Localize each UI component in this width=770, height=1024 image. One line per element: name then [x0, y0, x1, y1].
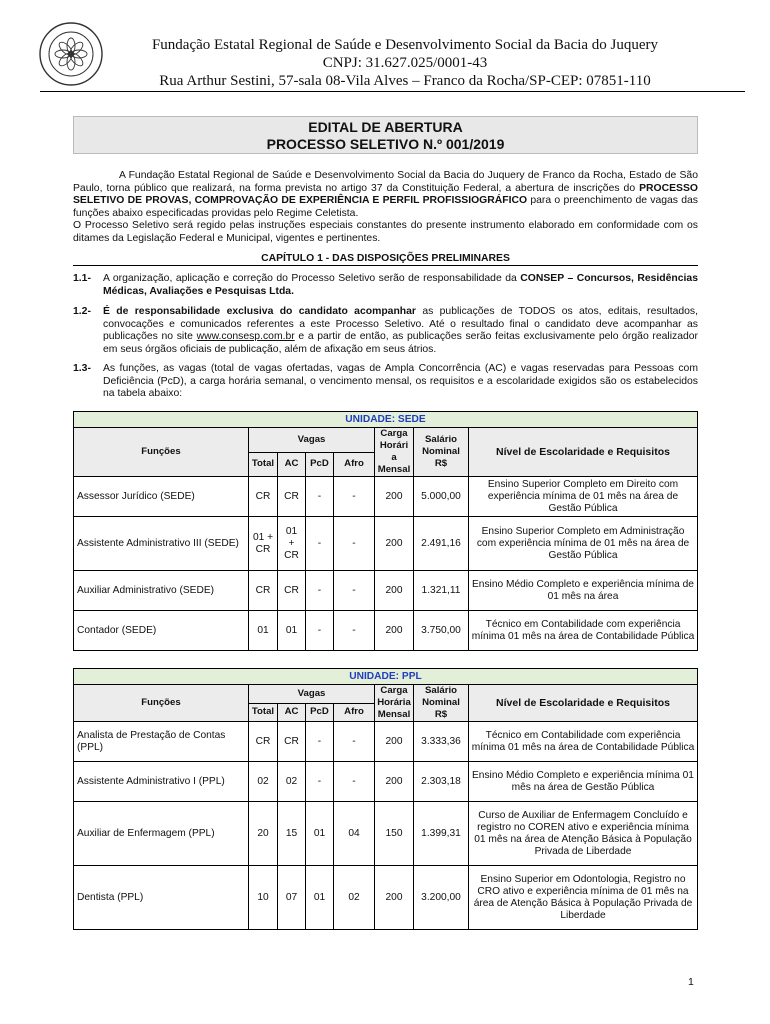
cell-carga: 200	[375, 571, 414, 611]
table-unit-sede	[73, 411, 698, 651]
cell-salario: 2.303,18	[414, 762, 469, 802]
cell-carga: 200	[375, 477, 414, 517]
cell-salario: 1.399,31	[414, 802, 469, 866]
col-total: Total	[249, 703, 278, 722]
cell-pcd: -	[306, 611, 334, 651]
cell-salario: 5.000,00	[414, 477, 469, 517]
cell-total: 02	[249, 762, 278, 802]
letterhead-address: Rua Arthur Sestini, 57-sala 08-Vila Alves – Franco da Rocha/SP-CEP: 07851-110	[159, 73, 651, 89]
cell-total: 01	[249, 611, 278, 651]
col-nivel: Nível de Escolaridade e Requisitos	[469, 428, 698, 477]
title-line-1: EDITAL DE ABERTURA	[308, 119, 463, 135]
col-carga: Carga Horári a Mensal	[375, 428, 414, 477]
letterhead	[110, 36, 700, 90]
cell-ac: CR	[278, 477, 306, 517]
table-row	[74, 762, 698, 802]
item-number: 1.3-	[73, 363, 91, 374]
title-line-2: PROCESSO SELETIVO N.º 001/2019	[266, 136, 505, 152]
cell-pcd: -	[306, 517, 334, 571]
cell-funcao: Auxiliar Administrativo (SEDE)	[74, 571, 249, 611]
cell-pcd: -	[306, 722, 334, 762]
col-funcoes: Funções	[74, 685, 249, 722]
foundation-logo	[38, 21, 104, 87]
cell-ac: 15	[278, 802, 306, 866]
cell-pcd: -	[306, 762, 334, 802]
col-vagas: Vagas	[249, 685, 375, 704]
col-salario: Salário Nominal R$	[414, 685, 469, 722]
table-unit-ppl	[73, 668, 698, 930]
item-1-1	[73, 273, 698, 298]
cell-funcao: Auxiliar de Enfermagem (PPL)	[74, 802, 249, 866]
cell-afro: -	[334, 762, 375, 802]
unit-title: UNIDADE: SEDE	[74, 412, 698, 428]
document-title	[73, 116, 698, 154]
cell-carga: 200	[375, 611, 414, 651]
col-pcd: PcD	[306, 452, 334, 477]
header-divider	[40, 91, 745, 92]
cell-salario: 3.333,36	[414, 722, 469, 762]
table-row	[74, 517, 698, 571]
table-row	[74, 571, 698, 611]
table-row	[74, 722, 698, 762]
cell-total: 20	[249, 802, 278, 866]
cell-total: CR	[249, 722, 278, 762]
cell-nivel: Ensino Superior em Odontologia, Registro no CRO ativo e experiência mínima de 01 mês na área de Atenção Básica à População Privada de Liberdade	[469, 866, 698, 930]
col-afro: Afro	[334, 452, 375, 477]
cell-pcd: 01	[306, 866, 334, 930]
intro-text-bold: PROCESSO SELETIVO DE PROVAS, COMPROVAÇÃO DE EXPERIÊNCIA E PERFIL PROFISSIOGRÁFICO	[73, 182, 698, 207]
cell-ac: CR	[278, 722, 306, 762]
cell-ac: 01	[278, 611, 306, 651]
item-text-bold: É de responsabilidade exclusiva do candidato acompanhar	[103, 306, 416, 317]
intro-text-2: O Processo Seletivo será regido pelas instruções especiais constantes do presente instrumento elaborado em conformidade com os ditames da Legislação Federal e Municipal, vigentes e pertinentes.	[73, 220, 698, 244]
cell-afro: -	[334, 611, 375, 651]
intro-text-a: A Fundação Estatal Regional de Saúde e Desenvolvimento Social da Bacia do Juquery de Franco da Rocha, Estado de São Paulo, torna público que realizará, na forma prevista no artigo 37 da Constituição Federal, a abertura de inscrições do	[73, 170, 698, 194]
cell-funcao: Analista de Prestação de Contas (PPL)	[74, 722, 249, 762]
cell-carga: 200	[375, 517, 414, 571]
item-number: 1.2-	[73, 306, 91, 317]
col-nivel: Nível de Escolaridade e Requisitos	[469, 685, 698, 722]
intro-text-c: para o preenchimento de vagas das funções abaixo especificadas providas pelo Regime Celetista.	[73, 195, 699, 219]
unit-title: UNIDADE: PPL	[74, 669, 698, 685]
table-row	[74, 611, 698, 651]
item-text-bold: CONSEP – Concursos, Residências Médicas, Avaliações e Pesquisas Ltda.	[103, 273, 698, 297]
cell-total: 01 + CR	[249, 517, 278, 571]
cell-nivel: Ensino Superior Completo em Administração com experiência mínima de 01 mês na área de Gestão Pública	[469, 517, 698, 571]
cell-nivel: Ensino Médio Completo e experiência mínima 01 mês na área de Gestão Pública	[469, 762, 698, 802]
cell-pcd: -	[306, 477, 334, 517]
col-ac: AC	[278, 452, 306, 477]
cell-funcao: Assessor Jurídico (SEDE)	[74, 477, 249, 517]
cell-carga: 200	[375, 722, 414, 762]
col-vagas: Vagas	[249, 428, 375, 453]
col-ac: AC	[278, 703, 306, 722]
intro-paragraph	[73, 170, 698, 246]
chapter-1-heading: CAPÍTULO 1 - DAS DISPOSIÇÕES PRELIMINARES	[73, 253, 698, 266]
cell-nivel: Ensino Médio Completo e experiência mínima de 01 mês na área	[469, 571, 698, 611]
cell-salario: 3.200,00	[414, 866, 469, 930]
cell-nivel: Curso de Auxiliar de Enfermagem Concluído e registro no COREN ativo e experiência mínima 01 mês na área de Atenção Básica à População Privada de Liberdade	[469, 802, 698, 866]
cell-carga: 150	[375, 802, 414, 866]
col-afro: Afro	[334, 703, 375, 722]
cell-pcd: -	[306, 571, 334, 611]
cell-ac: 01 + CR	[278, 517, 306, 571]
cell-ac: 07	[278, 866, 306, 930]
col-pcd: PcD	[306, 703, 334, 722]
cell-nivel: Técnico em Contabilidade com experiência mínima 01 mês na área de Contabilidade Pública	[469, 611, 698, 651]
cell-afro: -	[334, 571, 375, 611]
cell-salario: 1.321,11	[414, 571, 469, 611]
cell-salario: 3.750,00	[414, 611, 469, 651]
col-funcoes: Funções	[74, 428, 249, 477]
cell-ac: 02	[278, 762, 306, 802]
cell-funcao: Dentista (PPL)	[74, 866, 249, 930]
cell-total: 10	[249, 866, 278, 930]
cell-pcd: 01	[306, 802, 334, 866]
letterhead-name: Fundação Estatal Regional de Saúde e Desenvolvimento Social da Bacia do Juquery	[151, 37, 659, 53]
letterhead-cnpj: CNPJ: 31.627.025/0001-43	[322, 55, 488, 71]
item-number: 1.1-	[73, 273, 91, 284]
cell-afro: -	[334, 477, 375, 517]
col-carga: Carga Horária Mensal	[375, 685, 414, 722]
cell-funcao: Assistente Administrativo III (SEDE)	[74, 517, 249, 571]
cell-funcao: Assistente Administrativo I (PPL)	[74, 762, 249, 802]
item-text: As funções, as vagas (total de vagas ofertadas, vagas de Ampla Concorrência (AC) e vagas reservadas para Pessoas com Deficiência (PcD), a carga horária semanal, o vencimento mensal, os requisitos e a escolaridade exigidos são os estabelecidos na tabela abaixo:	[103, 363, 698, 400]
item-1-3	[73, 363, 698, 401]
item-1-2	[73, 306, 698, 356]
cell-afro: 02	[334, 866, 375, 930]
cell-afro: -	[334, 517, 375, 571]
page-number: 1	[688, 976, 694, 988]
item-text: as publicações de TODOS os atos, editais, resultados, convocações e comunicados referentes a este Processo Seletivo. Até o resultado final o candidato deve acompanhar as publicações no site	[103, 306, 698, 343]
table-row	[74, 866, 698, 930]
item-text: e a partir de então, as publicações serão feitas exclusivamente pelo órgão realizador em seus órgãos oficiais de publicação, além de afixação em seus átrios.	[103, 331, 699, 355]
cell-nivel: Técnico em Contabilidade com experiência mínima 01 mês na área de Contabilidade Pública	[469, 722, 698, 762]
cell-afro: -	[334, 722, 375, 762]
cell-nivel: Ensino Superior Completo em Direito com experiência mínima de 01 mês na área de Gestão Pública	[469, 477, 698, 517]
cell-salario: 2.491,16	[414, 517, 469, 571]
cell-ac: CR	[278, 571, 306, 611]
consesp-link[interactable]: www.consesp.com.br	[196, 331, 295, 343]
cell-funcao: Contador (SEDE)	[74, 611, 249, 651]
cell-total: CR	[249, 477, 278, 517]
col-total: Total	[249, 452, 278, 477]
table-row	[74, 802, 698, 866]
cell-carga: 200	[375, 762, 414, 802]
cell-total: CR	[249, 571, 278, 611]
item-text: A organização, aplicação e correção do Processo Seletivo serão de responsabilidade da	[103, 273, 521, 284]
table-row	[74, 477, 698, 517]
col-salario: Salário Nominal R$	[414, 428, 469, 477]
cell-carga: 200	[375, 866, 414, 930]
cell-afro: 04	[334, 802, 375, 866]
